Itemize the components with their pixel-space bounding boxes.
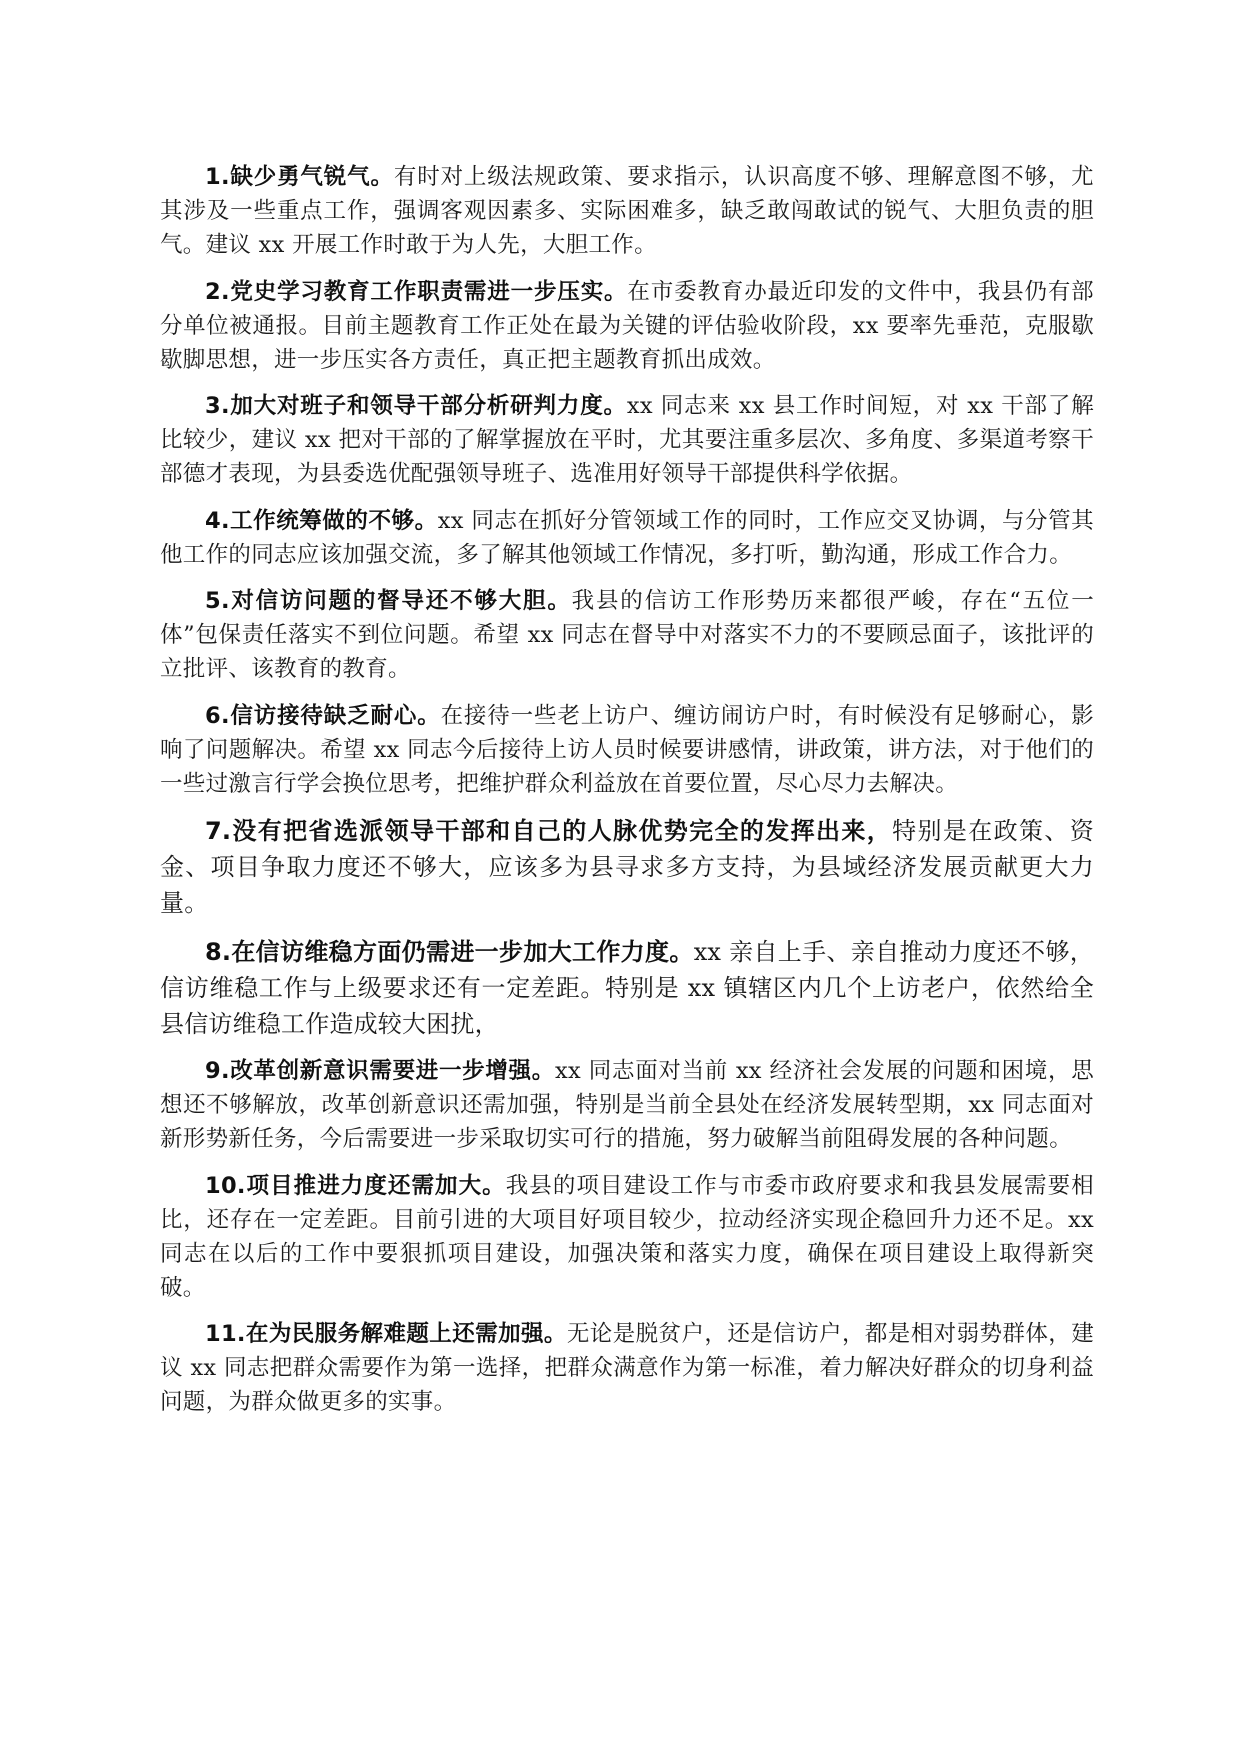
item-number: 8.	[205, 937, 232, 966]
item-number: 9.	[205, 1058, 230, 1084]
paragraph-5	[160, 584, 1094, 686]
item-text: 无论是脱贫户，还是信访户，都是相对弱势群体，建议 xx 同志把群众需要作为第一选择，把群众满意作为第一标准，着力解决好群众的切身利益问题，为群众做更多的实事。	[160, 1321, 1094, 1415]
item-text: 有时对上级法规政策、要求指示，认识高度不够、理解意图不够，尤其涉及一些重点工作，强调客观因素多、实际困难多，缺乏敢闯敢试的锐气、大胆负责的胆气。建议 xx 开展工作时敢于为人先，大胆工作。	[160, 164, 1094, 258]
item-number: 11.	[205, 1321, 246, 1347]
item-text: 我县的信访工作形势历来都很严峻，存在“五位一体”包保责任落实不到位问题。希望 xx 同志在督导中对落实不力的不要顾忌面子，该批评的立批评、该教育的教育。	[160, 588, 1094, 682]
document-body	[160, 160, 1094, 1432]
item-number: 5.	[205, 588, 230, 614]
item-number: 6.	[205, 702, 230, 729]
paragraph-4	[160, 504, 1094, 572]
item-text: 特别是在政策、资金、项目争取力度还不够大，应该多为县寻求多方支持，为县域经济发展贡献更大力量。	[160, 817, 1094, 917]
item-heading: 加大对班子和领导干部分析研判力度。	[229, 393, 627, 419]
item-heading: 项目推进力度还需加大。	[245, 1172, 506, 1199]
item-heading: 在信访维稳方面仍需进一步加大工作力度。	[231, 937, 694, 966]
paragraph-10	[160, 1169, 1094, 1305]
item-number: 2.	[205, 278, 230, 305]
item-text: 在接待一些老上访户、缠访闹访户时，有时候没有足够耐心，影响了问题解决。希望 xx 同志今后接待上访人员时候要讲感情，讲政策，讲方法，对于他们的一些过激言行学会换位思考，把维护群众利益放在首要位置，尽心尽力去解决。	[160, 702, 1094, 797]
item-text: 在市委教育办最近印发的文件中，我县仍有部分单位被通报。目前主题教育工作正处在最为关键的评估验收阶段，xx 要率先垂范，克服歇歇脚思想，进一步压实各方责任，真正把主题教育抓出成效。	[160, 278, 1094, 373]
item-text: xx 同志来 xx 县工作时间短，对 xx 干部了解比较少，建议 xx 把对干部的了解掌握放在平时，尤其要注重多层次、多角度、多渠道考察干部德才表现，为县委选优配强领导班子、选准用好领导干部提供科学依据。	[160, 393, 1094, 487]
paragraph-11	[160, 1317, 1094, 1419]
item-number: 4.	[205, 507, 230, 534]
item-heading: 缺少勇气锐气。	[229, 164, 394, 190]
item-text: 我县的项目建设工作与市委市政府要求和我县发展需要相比，还存在一定差距。目前引进的大项目好项目较少，拉动经济实现企稳回升力还不足。xx 同志在以后的工作中要狠抓项目建设，加强决策和落实力度，确保在项目建设上取得新突破。	[160, 1172, 1094, 1301]
item-number: 1.	[205, 164, 230, 190]
item-heading: 党史学习教育工作职责需进一步压实。	[229, 278, 628, 305]
item-heading: 对信访问题的督导还不够大胆。	[229, 588, 572, 614]
paragraph-8	[160, 934, 1094, 1042]
paragraph-2	[160, 275, 1094, 377]
paragraph-7	[160, 813, 1094, 921]
item-number: 3.	[205, 393, 230, 419]
item-number: 10.	[205, 1172, 246, 1199]
item-heading: 工作统筹做的不够。	[229, 507, 438, 534]
paragraph-1	[160, 160, 1094, 262]
item-heading: 改革创新意识需要进一步增强。	[229, 1058, 555, 1084]
item-text: xx 同志面对当前 xx 经济社会发展的问题和困境，思想还不够解放，改革创新意识还需加强，特别是当前全县处在经济发展转型期，xx 同志面对新形势新任务，今后需要进一步采取切实可行的措施，努力破解当前阻碍发展的各种问题。	[160, 1058, 1094, 1152]
item-number: 7.	[205, 817, 232, 845]
item-text: xx 亲自上手、亲自推动力度还不够，信访维稳工作与上级要求还有一定差距。特别是 xx 镇辖区内几个上访老户，依然给全县信访维稳工作造成较大困扰，	[160, 937, 1094, 1038]
paragraph-3	[160, 389, 1094, 491]
item-heading: 信访接待缺乏耐心。	[229, 702, 441, 729]
item-heading: 没有把省选派领导干部和自己的人脉优势完全的发挥出来，	[231, 817, 893, 845]
item-text: xx 同志在抓好分管领域工作的同时，工作应交叉协调，与分管其他工作的同志应该加强交流，多了解其他领域工作情况，多打听，勤沟通，形成工作合力。	[160, 507, 1094, 568]
item-heading: 在为民服务解难题上还需加强。	[245, 1321, 567, 1347]
paragraph-6	[160, 699, 1094, 801]
paragraph-9	[160, 1054, 1094, 1156]
